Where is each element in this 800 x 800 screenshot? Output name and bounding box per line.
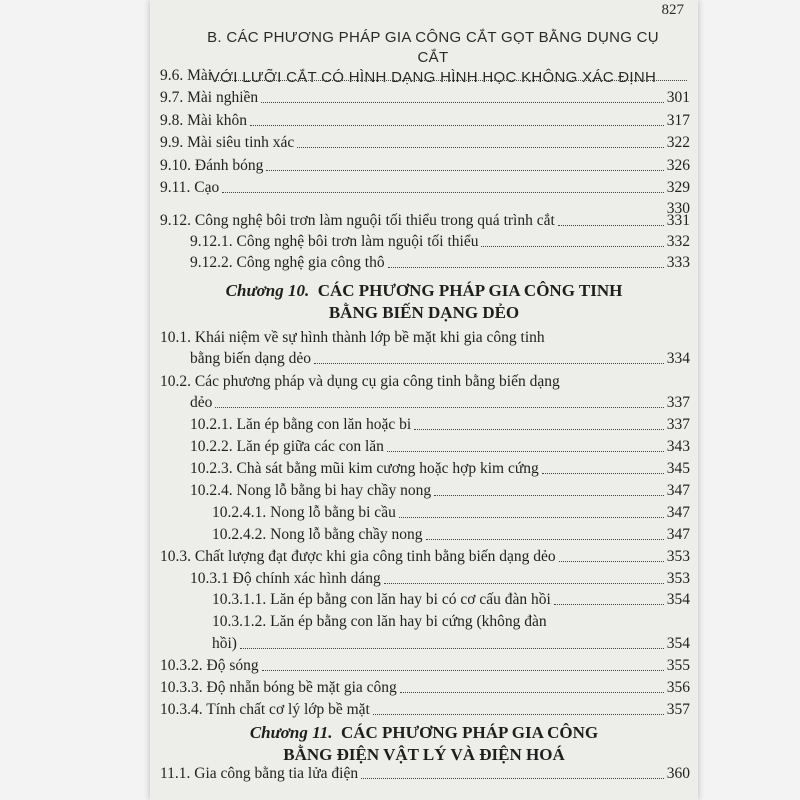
chapter-10-title-line2: BẰNG BIẾN DẠNG DẺO — [328, 303, 520, 322]
toc-entry: 10.2. Các phương pháp và dụng cụ gia công tinh bằng biến dạng — [160, 373, 560, 390]
toc-entry: 10.2.1. Lăn ép bằng con lăn hoặc bi 337 — [190, 416, 690, 433]
toc-entry: 10.2.4.2. Nong lỗ bằng chầy nong 347 — [212, 526, 690, 543]
toc-entry: 10.3.3. Độ nhẵn bóng bề mặt gia công 356 — [160, 679, 690, 696]
toc-entry: 10.3.1 Độ chính xác hình dáng 353 — [190, 570, 690, 587]
chapter-10-label: Chương 10. — [225, 281, 310, 300]
page-number: 827 — [661, 2, 684, 18]
toc-entry: 10.1. Khái niệm về sự hình thành lớp bề mặt khi gia công tinh — [160, 329, 545, 346]
toc-entry: 10.3.1.2. Lăn ép bằng con lăn hay bi cứng (không đàn — [212, 613, 547, 630]
toc-entry: 9.7. Mài nghiền 301 — [160, 89, 690, 106]
toc-entry: 10.2.2. Lăn ép giữa các con lăn 343 — [190, 438, 690, 455]
chapter-11-heading — [150, 722, 698, 766]
toc-entry: 9.9. Mài siêu tinh xác 322 — [160, 134, 690, 151]
toc-entry: 10.2.4. Nong lỗ bằng bi hay chầy nong 347 — [190, 482, 690, 499]
toc-entry: 10.2.3. Chà sát bằng mũi kim cương hoặc hợp kim cứng 345 — [190, 460, 690, 477]
toc-entry: bằng biến dạng dẻo 334 — [190, 350, 690, 367]
toc-entry: dẻo 337 — [190, 394, 690, 411]
toc-entry: 11.1. Gia công bằng tia lửa điện 360 — [160, 765, 690, 782]
toc-entry: 9.8. Mài khôn 317 — [160, 112, 690, 129]
toc-entry: hồi) 354 — [212, 635, 690, 652]
book-page — [150, 0, 698, 800]
section-b-line1: B. CÁC PHƯƠNG PHÁP GIA CÔNG CẮT GỌT BẰNG DỤNG CỤ CẮT — [207, 29, 659, 66]
toc-entry: 9.12.1. Công nghệ bôi trơn làm nguội tối thiểu 332 — [190, 233, 690, 250]
toc-entry: 330 — [666, 200, 690, 217]
toc-entry: 10.2.4.1. Nong lỗ bằng bi cầu 347 — [212, 504, 690, 521]
toc-entry: 9.12.2. Công nghệ gia công thô 333 — [190, 254, 690, 271]
chapter-11-label: Chương 11. — [249, 723, 333, 742]
section-b-line2: VỚI LƯỠI CẮT CÓ HÌNH DẠNG HÌNH HỌC KHÔNG XÁC ĐỊNH — [209, 69, 657, 86]
toc-entry: 10.3.1.1. Lăn ép bằng con lăn hay bi có cơ cấu đàn hồi 354 — [212, 591, 690, 608]
toc-entry: 9.12. Công nghệ bôi trơn làm nguội tối thiểu trong quá trình cắt 331 — [160, 212, 690, 229]
toc-entry: 9.11. Cạo 329 — [160, 179, 690, 196]
toc-entry: 9.6. Mài — [160, 66, 690, 86]
chapter-11-title-line1: CÁC PHƯƠNG PHÁP GIA CÔNG — [340, 723, 599, 742]
toc-entry: 9.10. Đánh bóng 326 — [160, 157, 690, 174]
chapter-10-title-line1: CÁC PHƯƠNG PHÁP GIA CÔNG TINH — [317, 281, 623, 300]
chapter-10-heading — [150, 280, 698, 324]
toc-entry: 10.3. Chất lượng đạt được khi gia công tinh bằng biến dạng dẻo 353 — [160, 548, 690, 565]
toc-entry: 10.3.2. Độ sóng 355 — [160, 657, 690, 674]
toc-entry: 10.3.4. Tính chất cơ lý lớp bề mặt 357 — [160, 701, 690, 718]
chapter-11-title-line2: BẰNG ĐIỆN VẬT LÝ VÀ ĐIỆN HOÁ — [283, 745, 565, 764]
